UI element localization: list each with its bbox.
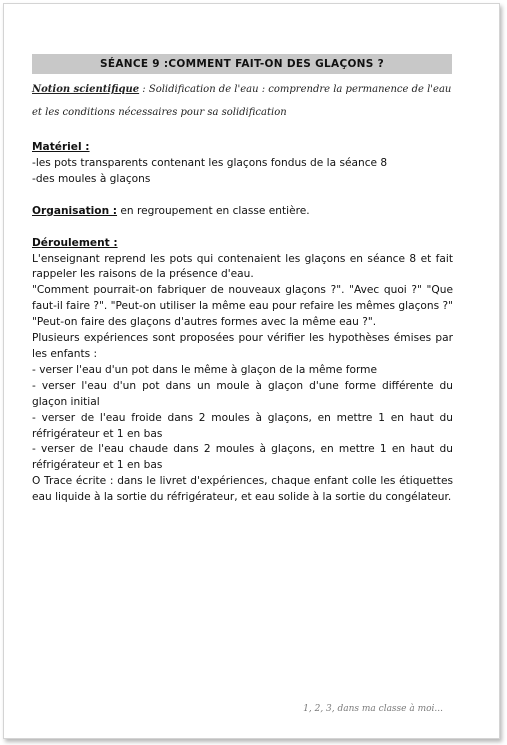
footer-signature: 1, 2, 3, dans ma classe à moi...	[303, 704, 443, 714]
deroulement-list-item: - verser l'eau d'un pot dans un moule à glaçon d'une forme différente du glaçon initial	[32, 379, 453, 408]
organisation-text: en regroupement en classe entière.	[117, 204, 310, 217]
deroulement-list-item: - verser de l'eau froide dans 2 moules à glaçons, en mettre 1 en haut du réfrigérateur et 1 en bas	[32, 411, 453, 440]
deroulement-list-item: - verser l'eau d'un pot dans le même à glaçon de la même forme	[32, 363, 377, 376]
notion-label: Notion scientifique	[32, 84, 140, 95]
deroulement-paragraph: Plusieurs expériences sont proposées pour vérifier les hypothèses émises par les enfants :	[32, 332, 453, 360]
notion-text: : Solidification de l'eau : comprendre la permanence de l'eau et les conditions nécessaires pour sa solidification	[32, 84, 452, 118]
organisation-section	[32, 204, 453, 220]
organisation-heading: Organisation :	[32, 204, 118, 217]
materiel-heading: Matériel :	[32, 141, 90, 153]
deroulement-list-item: - verser de l'eau chaude dans 2 moules à glaçons, en mettre 1 en haut du réfrigérateur et 1 en bas	[32, 443, 453, 472]
document-page	[3, 3, 500, 739]
page-title: SÉANCE 9 :COMMENT FAIT-ON DES GLAÇONS ?	[32, 54, 452, 74]
document-body	[32, 140, 453, 506]
trace-ecrite: O Trace écrite : dans le livret d'expériences, chaque enfant colle les étiquettes eau liquide à la sortie du réfrigérateur, et eau solide à la sortie du congélateur.	[32, 475, 453, 504]
materiel-item: -des moules à glaçons	[32, 172, 151, 185]
deroulement-paragraph: L'enseignant reprend les pots qui contenaient les glaçons en séance 8 et fait rappeler les raisons de la présence d'eau.	[32, 252, 453, 281]
deroulement-paragraph: "Comment pourrait-on fabriquer de nouveaux glaçons ?". "Avec quoi ?" "Que faut-il faire ?". "Peut-on utiliser la même eau pour refaire les mêmes glaçons ?" "Peut-on faire des glaçons d'autres formes avec la même eau ?".	[32, 284, 453, 329]
deroulement-heading: Déroulement :	[32, 236, 118, 249]
notion-scientifique	[32, 78, 454, 124]
materiel-item: -les pots transparents contenant les glaçons fondus de la séance 8	[32, 156, 388, 169]
